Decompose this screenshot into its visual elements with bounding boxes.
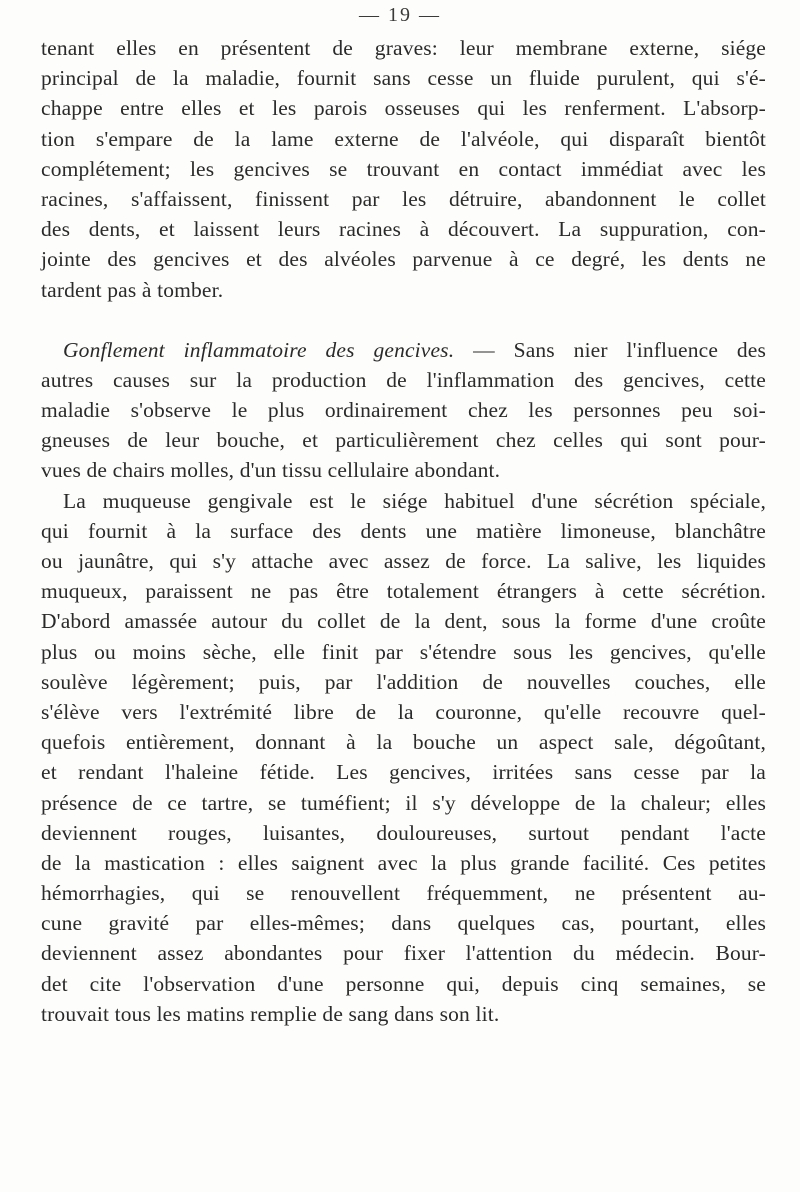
text-line: tenant elles en présentent de graves: leur membrane externe, siége [41, 36, 766, 60]
text-line: trouvait tous les matins remplie de sang dans son lit. [41, 1001, 500, 1026]
section-heading: Gonflement inflammatoire des gencives. [63, 337, 455, 362]
text-line: det cite l'observation d'une personne qui, depuis cinq semaines, se [41, 971, 766, 996]
text-line: principal de la maladie, fournit sans cesse un fluide purulent, qui s'é- [41, 66, 766, 91]
text-line-rest: — Sans nier l'influence des [454, 337, 766, 362]
body-text [41, 33, 766, 1029]
text-line: et rendant l'haleine fétide. Les gencives, irritées sans cesse par la [41, 760, 766, 785]
text-line: des dents, et laissent leurs racines à découvert. La suppuration, con- [41, 217, 766, 242]
text-line: vues de chairs molles, d'un tissu cellulaire abondant. [41, 458, 501, 483]
text-line: plus ou moins sèche, elle finit par s'étendre sous les gencives, qu'elle [41, 639, 766, 664]
text-line: La muqueuse gengivale est le siége habituel d'une sécrétion spéciale, [63, 488, 766, 513]
text-line: chappe entre elles et les parois osseuses qui les renferment. L'absorp- [41, 96, 766, 121]
text-line: muqueux, paraissent ne pas être totalement étrangers à cette sécrétion. [41, 579, 766, 604]
text-line: ou jaunâtre, qui s'y attache avec assez de force. La salive, les liquides [41, 549, 766, 573]
text-line: tion s'empare de la lame externe de l'alvéole, qui disparaît bientôt [41, 126, 766, 151]
page-number: — 19 — [359, 4, 441, 26]
text-line: deviennent assez abondantes pour fixer l'attention du médecin. Bour- [41, 941, 766, 966]
text-line: jointe des gencives et des alvéoles parvenue à ce degré, les dents ne [41, 247, 766, 272]
text-line: maladie s'observe le plus ordinairement chez les personnes peu soi- [41, 398, 766, 423]
section-heading-line [41, 335, 766, 365]
text-line: soulève légèrement; puis, par l'addition de nouvelles couches, elle [41, 669, 766, 694]
text-line: quefois entièrement, donnant à la bouche un aspect sale, dégoûtant, [41, 730, 766, 755]
paragraph-spacer [41, 305, 766, 335]
text-line: présence de ce tartre, se tuméfient; il s'y développe de la chaleur; elles [41, 790, 766, 815]
text-line: D'abord amassée autour du collet de la dent, sous la forme d'une croûte [41, 609, 766, 634]
text-line: deviennent rouges, luisantes, douloureuses, surtout pendant l'acte [41, 820, 766, 845]
text-line: complétement; les gencives se trouvant en contact immédiat avec les [41, 156, 766, 181]
paragraph-tartar-secretion [41, 486, 766, 1029]
paragraph-gum-inflammation [41, 335, 766, 486]
text-line: cune gravité par elles-mêmes; dans quelques cas, pourtant, elles [41, 911, 766, 936]
text-line: s'élève vers l'extrémité libre de la couronne, qu'elle recouvre quel- [41, 699, 766, 724]
text-line: tardent pas à tomber. [41, 277, 224, 302]
text-line: autres causes sur la production de l'inflammation des gencives, cette [41, 367, 766, 392]
text-line: gneuses de leur bouche, et particulièrement chez celles qui sont pour- [41, 428, 766, 453]
text-line: de la mastication : elles saignent avec la plus grande facilité. Ces petites [41, 850, 766, 875]
text-line: qui fournit à la surface des dents une matière limoneuse, blanchâtre [41, 518, 766, 543]
text-line: hémorrhagies, qui se renouvellent fréquemment, ne présentent au- [41, 881, 766, 906]
paragraph-periodontal-disease [41, 33, 766, 305]
text-line: racines, s'affaissent, finissent par les détruire, abandonnent le collet [41, 186, 766, 211]
